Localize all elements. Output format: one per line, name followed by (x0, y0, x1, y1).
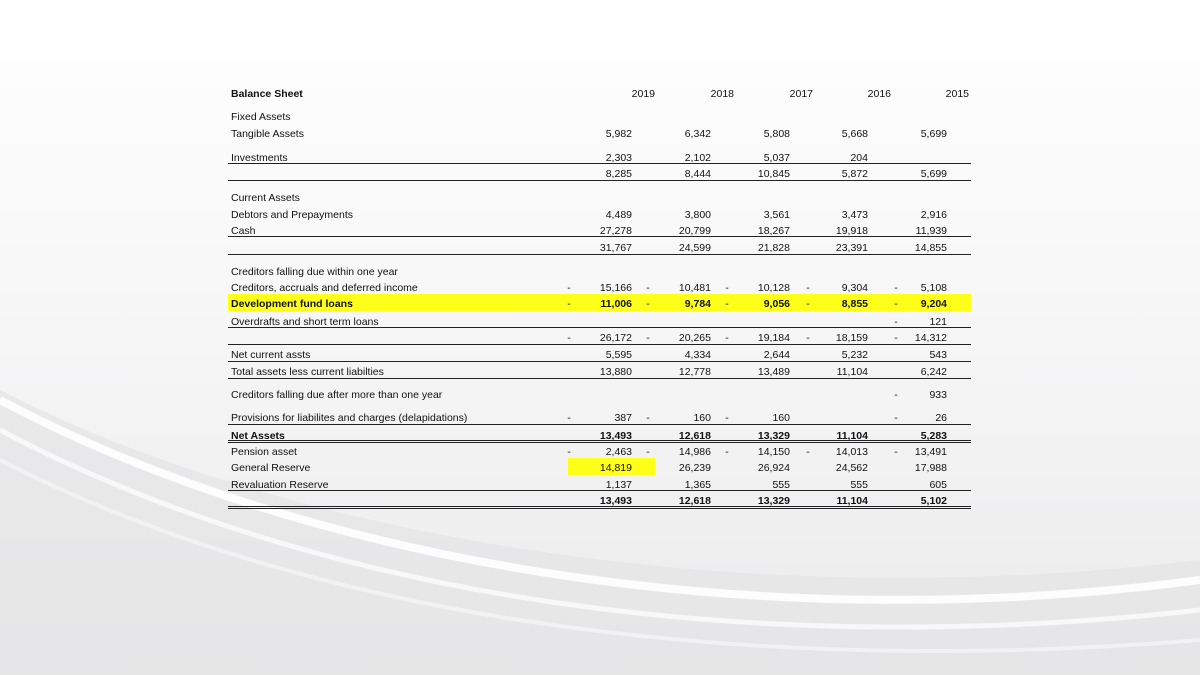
negative-marker: - (806, 446, 810, 458)
value-cell-debtors-2015: 2,916 (920, 209, 947, 221)
value-cell-grand-total-2017: 13,329 (757, 495, 790, 507)
value-cell-net-assets-2015: 5,283 (920, 430, 947, 442)
value-cell-creditors-total-2015: 14,312 (914, 332, 947, 344)
value-cell-overdrafts-2015: 121 (929, 316, 947, 328)
value-cell-current-total-2015: 14,855 (914, 242, 947, 254)
negative-marker: - (646, 298, 650, 310)
value-cell-revaluation-2018: 1,365 (684, 479, 711, 491)
section-creditors-within-year: Creditors falling due within one year (231, 266, 398, 278)
value-cell-cash-2017: 18,267 (757, 225, 790, 237)
row-label-dev-fund: Development fund loans (231, 298, 353, 310)
row-label-net-assets: Net Assets (231, 430, 285, 442)
negative-marker: - (567, 332, 571, 344)
value-cell-pension-2018: 14,986 (678, 446, 711, 458)
negative-marker: - (646, 332, 650, 344)
value-cell-net-current-2015: 543 (929, 349, 947, 361)
negative-marker: - (646, 412, 650, 424)
value-cell-general-2017: 26,924 (757, 462, 790, 474)
row-label-overdrafts: Overdrafts and short term loans (231, 316, 379, 328)
year-header-2016: 2016 (867, 88, 891, 100)
negative-marker: - (567, 412, 571, 424)
value-cell-tangible-2018: 6,342 (684, 128, 711, 140)
value-cell-total-less-2016: 11,104 (836, 366, 868, 378)
value-cell-net-assets-2018: 12,618 (678, 430, 711, 442)
row-label-creditors-after: Creditors falling due after more than one year (231, 389, 443, 401)
value-cell-current-total-2018: 24,599 (678, 242, 711, 254)
value-cell-total-less-2019: 13,880 (599, 366, 632, 378)
value-cell-creditors-total-2017: 19,184 (757, 332, 790, 344)
value-cell-current-total-2019: 31,767 (599, 242, 632, 254)
year-header-2015: 2015 (945, 88, 969, 100)
value-cell-total-less-2018: 12,778 (678, 366, 711, 378)
value-cell-creditors-accruals-2015: 5,108 (920, 282, 947, 294)
value-cell-fixed-total-2015: 5,699 (920, 168, 947, 180)
section-fixed-assets: Fixed Assets (231, 111, 291, 123)
negative-marker: - (725, 282, 729, 294)
value-cell-pension-2017: 14,150 (757, 446, 790, 458)
section-current-assets: Current Assets (231, 192, 300, 204)
row-label-revaluation: Revaluation Reserve (231, 479, 329, 491)
negative-marker: - (725, 412, 729, 424)
value-cell-revaluation-2019: 1,137 (605, 479, 632, 491)
value-cell-creditors-total-2019: 26,172 (599, 332, 632, 344)
value-cell-current-total-2016: 23,391 (835, 242, 868, 254)
row-label-tangible: Tangible Assets (231, 128, 304, 140)
value-cell-revaluation-2017: 555 (772, 479, 790, 491)
year-header-2017: 2017 (789, 88, 813, 100)
value-cell-general-2016: 24,562 (835, 462, 868, 474)
value-cell-fixed-total-2017: 10,845 (757, 168, 790, 180)
value-cell-general-2019: 14,819 (599, 462, 632, 474)
row-label-creditors-accruals: Creditors, accruals and deferred income (231, 282, 418, 294)
value-cell-investments-2018: 2,102 (684, 152, 711, 164)
value-cell-dev-fund-2015: 9,204 (920, 298, 947, 310)
value-cell-creditors-accruals-2016: 9,304 (841, 282, 868, 294)
negative-marker: - (894, 389, 898, 401)
row-label-investments: Investments (231, 152, 288, 164)
value-cell-tangible-2019: 5,982 (605, 128, 632, 140)
value-cell-investments-2017: 5,037 (763, 152, 790, 164)
value-cell-investments-2016: 204 (850, 152, 868, 164)
negative-marker: - (567, 298, 571, 310)
value-cell-revaluation-2015: 605 (929, 479, 947, 491)
value-cell-net-current-2016: 5,232 (841, 349, 868, 361)
value-cell-grand-total-2015: 5,102 (920, 495, 947, 507)
value-cell-pension-2015: 13,491 (914, 446, 947, 458)
negative-marker: - (646, 446, 650, 458)
value-cell-net-current-2019: 5,595 (605, 349, 632, 361)
value-cell-total-less-2017: 13,489 (757, 366, 790, 378)
value-cell-investments-2019: 2,303 (605, 152, 632, 164)
value-cell-pension-2016: 14,013 (835, 446, 868, 458)
negative-marker: - (894, 282, 898, 294)
value-cell-total-less-2015: 6,242 (920, 366, 947, 378)
value-cell-net-assets-2019: 13,493 (599, 430, 632, 442)
value-cell-grand-total-2019: 13,493 (599, 495, 632, 507)
value-cell-creditors-accruals-2019: 15,166 (599, 282, 632, 294)
value-cell-revaluation-2016: 555 (850, 479, 868, 491)
negative-marker: - (567, 282, 571, 294)
value-cell-debtors-2019: 4,489 (605, 209, 632, 221)
value-cell-net-assets-2017: 13,329 (757, 430, 790, 442)
sheet-title: Balance Sheet (231, 88, 303, 100)
value-cell-provisions-2018: 160 (693, 412, 711, 424)
value-cell-cash-2018: 20,799 (678, 225, 711, 237)
value-cell-cash-2016: 19,918 (835, 225, 868, 237)
value-cell-creditors-total-2016: 18,159 (835, 332, 868, 344)
value-cell-grand-total-2018: 12,618 (678, 495, 711, 507)
negative-marker: - (725, 446, 729, 458)
value-cell-general-2015: 17,988 (914, 462, 947, 474)
negative-marker: - (894, 298, 898, 310)
value-cell-creditors-accruals-2018: 10,481 (678, 282, 711, 294)
value-cell-dev-fund-2016: 8,855 (841, 298, 868, 310)
row-label-cash: Cash (231, 225, 256, 237)
value-cell-creditors-after-2015: 933 (929, 389, 947, 401)
value-cell-provisions-2019: 387 (614, 412, 632, 424)
value-cell-net-assets-2016: 11,104 (836, 430, 868, 442)
negative-marker: - (894, 316, 898, 328)
value-cell-debtors-2018: 3,800 (684, 209, 711, 221)
row-label-net-current: Net current assts (231, 349, 311, 361)
negative-marker: - (567, 446, 571, 458)
value-cell-current-total-2017: 21,828 (757, 242, 790, 254)
value-cell-grand-total-2016: 11,104 (836, 495, 868, 507)
value-cell-fixed-total-2016: 5,872 (841, 168, 868, 180)
negative-marker: - (894, 332, 898, 344)
negative-marker: - (806, 298, 810, 310)
value-cell-pension-2019: 2,463 (605, 446, 632, 458)
value-cell-dev-fund-2017: 9,056 (763, 298, 790, 310)
row-label-pension: Pension asset (231, 446, 297, 458)
value-cell-debtors-2017: 3,561 (763, 209, 790, 221)
negative-marker: - (806, 332, 810, 344)
negative-marker: - (894, 446, 898, 458)
value-cell-dev-fund-2019: 11,006 (600, 298, 632, 310)
value-cell-dev-fund-2018: 9,784 (684, 298, 711, 310)
value-cell-debtors-2016: 3,473 (841, 209, 868, 221)
value-cell-provisions-2015: 26 (935, 412, 947, 424)
value-cell-net-current-2017: 2,644 (763, 349, 790, 361)
value-cell-tangible-2015: 5,699 (920, 128, 947, 140)
negative-marker: - (894, 412, 898, 424)
negative-marker: - (646, 282, 650, 294)
year-header-2018: 2018 (710, 88, 734, 100)
row-label-debtors: Debtors and Prepayments (231, 209, 353, 221)
row-label-total-less: Total assets less current liabilties (231, 366, 384, 378)
value-cell-general-2018: 26,239 (678, 462, 711, 474)
value-cell-creditors-accruals-2017: 10,128 (757, 282, 790, 294)
negative-marker: - (725, 298, 729, 310)
negative-marker: - (806, 282, 810, 294)
value-cell-cash-2015: 11,939 (915, 225, 947, 237)
value-cell-creditors-total-2018: 20,265 (678, 332, 711, 344)
row-label-provisions: Provisions for liabilites and charges (delapidations) (231, 412, 468, 424)
value-cell-tangible-2017: 5,808 (763, 128, 790, 140)
negative-marker: - (725, 332, 729, 344)
value-cell-net-current-2018: 4,334 (684, 349, 711, 361)
value-cell-cash-2019: 27,278 (599, 225, 632, 237)
value-cell-provisions-2017: 160 (772, 412, 790, 424)
row-label-general: General Reserve (231, 462, 311, 474)
value-cell-fixed-total-2019: 8,285 (605, 168, 632, 180)
year-header-2019: 2019 (631, 88, 655, 100)
value-cell-tangible-2016: 5,668 (841, 128, 868, 140)
value-cell-fixed-total-2018: 8,444 (684, 168, 711, 180)
